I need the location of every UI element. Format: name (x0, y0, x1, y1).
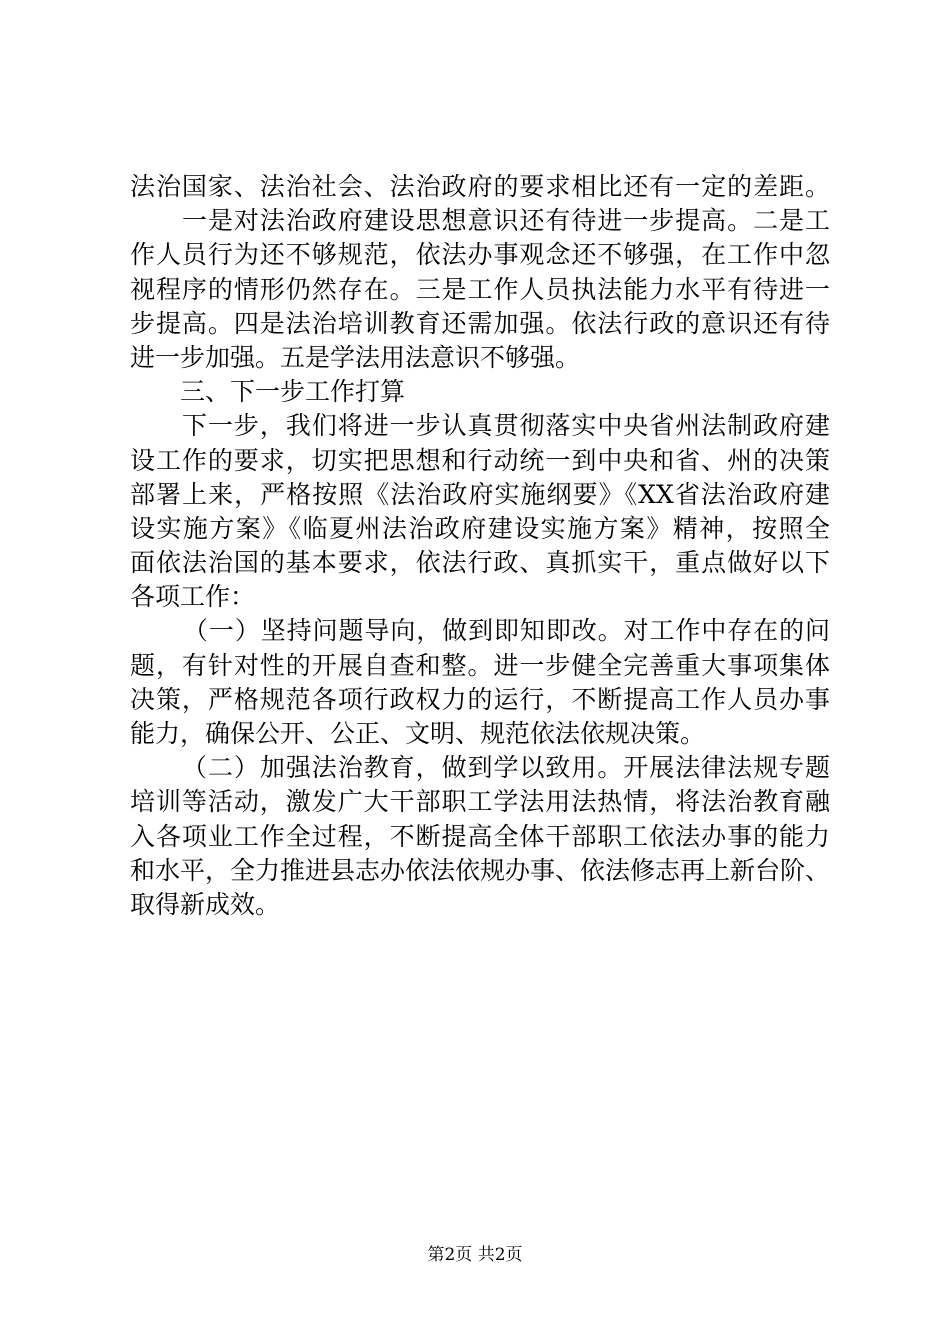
text-line: 面依法治国的基本要求，依法行政、真抓实干，重点做好以下 (130, 548, 830, 578)
text-line: 法治国家、法治社会、法治政府的要求相比还有一定的差距。 (130, 172, 830, 201)
text-line: 和水平，全力推进县志办依法依规办事、依法修志再上新台阶、 (130, 855, 831, 885)
text-line: 下一步，我们将进一步认真贯彻落实中央省州法制政府建 (182, 411, 830, 441)
text-line: 决策，严格规范各项行政权力的运行，不断提高工作人员办事 (130, 684, 830, 714)
text-line: 部署上来，严格按照《法治政府实施纲要》《XX省法治政府建 (130, 479, 830, 509)
text-line: 入各项业工作全过程，不断提高全体干部职工依法办事的能力 (130, 821, 830, 851)
text-line: 步提高。四是法治培训教育还需加强。依法行政的意识还有待 (130, 308, 830, 338)
page-number-footer: 第2页 共2页 (427, 1245, 523, 1265)
text-line: 各项工作： (130, 582, 256, 612)
text-line: 设实施方案》《临夏州法治政府建设实施方案》精神，按照全 (130, 513, 830, 543)
text-line: 取得新成效。 (130, 889, 281, 919)
text-line: 视程序的情形仍然存在。三是工作人员执法能力水平有待进一 (130, 274, 830, 304)
text-line: 作人员行为还不够规范，依法办事观念还不够强，在工作中忽 (130, 240, 830, 270)
text-line: 进一步加强。五是学法用法意识不够强。 (130, 342, 581, 372)
text-line: 一是对法治政府建设思想意识还有待进一步提高。二是工 (182, 206, 830, 236)
text-line: 能力，确保公开、公正、文明、规范依法依规决策。 (130, 719, 706, 748)
text-line: （二）加强法治教育，做到学以致用。开展法律法规专题 (182, 753, 830, 783)
section-heading: 三、下一步工作打算 (180, 377, 406, 407)
text-line: 培训等活动，激发广大干部职工学法用法热情，将法治教育融 (130, 787, 830, 817)
text-line: 设工作的要求，切实把思想和行动统一到中央和省、州的决策 (130, 445, 830, 475)
text-line: （一）坚持问题导向，做到即知即改。对工作中存在的问 (183, 616, 830, 646)
document-body (130, 170, 830, 922)
text-line: 题，有针对性的开展自查和整。进一步健全完善重大事项集体 (130, 650, 830, 680)
